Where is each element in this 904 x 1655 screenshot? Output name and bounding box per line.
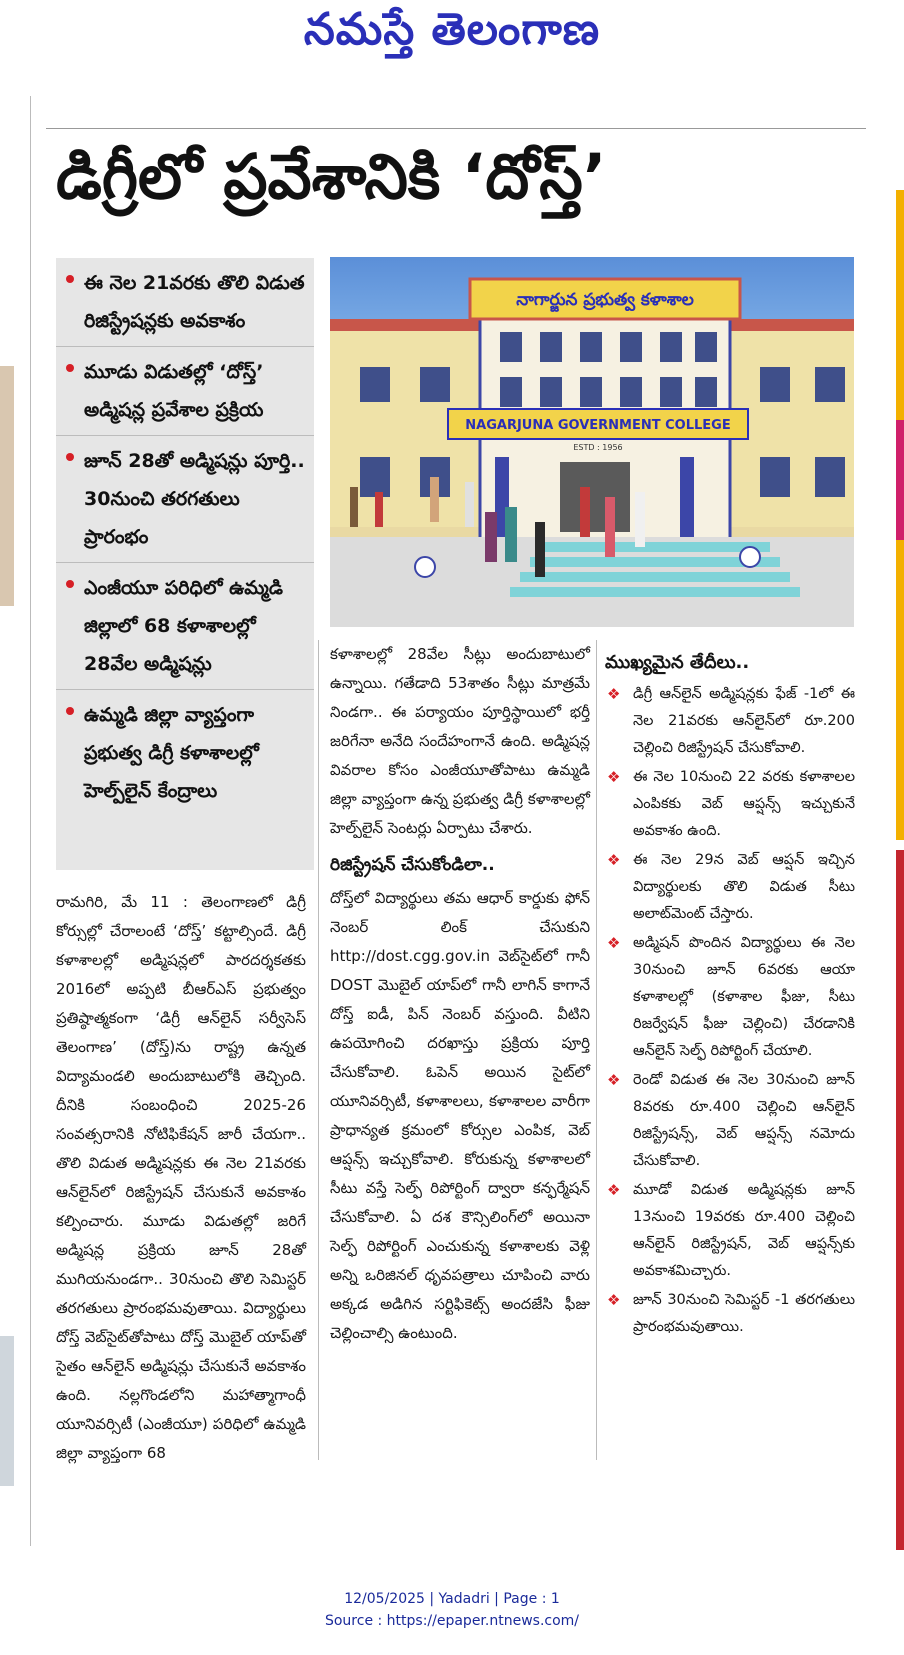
ad-strip-red [896, 850, 904, 1550]
headline: డిగ్రీలో ప్రవేశానికి ‘దోస్త్‌’ [56, 140, 607, 213]
bullet-icon [66, 364, 74, 372]
diamond-bullet-icon: ❖ [607, 1071, 621, 1089]
highlights-box [56, 258, 314, 870]
date-item: ❖ ఈ నెల 29న వెబ్‌ ఆప్షన్‌ ఇచ్చిన విద్యార్థులకు తొలి విడుత సీటు అలాట్‌మెంట్‌ చేస్తారు. [605, 847, 855, 928]
diamond-bullet-icon: ❖ [607, 685, 621, 703]
date-item: ❖ డిగ్రీ ఆన్‌లైన్‌ అడ్మిషన్లకు ఫేజ్‌ -1లో ఈ నెల 21వరకు ఆన్‌లైన్‌లో రూ.200 చెల్లించి రిజిస్ట్రేషన్‌ చేసుకోవాలి. [605, 681, 855, 762]
banner-telugu: నాగార్జున ప్రభుత్వ కళాశాల [516, 290, 694, 310]
banner-estd: ESTD : 1956 [573, 443, 623, 452]
date-item: ❖ అడ్మిషన్‌ పొందిన విద్యార్థులు ఈ నెల 30నుంచి జూన్‌ 6వరకు ఆయా కళాశాలల్లో (కళాశాల ఫీజు, సీటు రిజర్వేషన్‌ ఫీజు చెల్లించి) చేరడానికి ఆన్‌లైన్‌ సెల్ఫ్‌ రిపోర్టింగ్‌ చేయాలి. [605, 930, 855, 1065]
top-rule [46, 128, 866, 129]
article-text: రామగిరి, మే 11 : తెలంగాణలో డిగ్రీ కోర్సుల్లో చేరాలంటే ‘దోస్త్‌’ కట్టాల్సిందే. డిగ్రీ కళాశాలల్లో అడ్మిషన్లలో పారదర్శకతకు 2016లో అప్పటి బీఆర్‌ఎస్‌ ప్రభుత్వం ప్రతిష్ఠాత్మకంగా ‘డిగ్రీ ఆన్‌లైన్‌ సర్వీసెస్‌ తెలంగాణ’ (దోస్త్‌)ను రాష్ట్ర ఉన్నత విద్యామండలి అందుబాటులోకి తెచ్చింది. దీనికి సంబంధించి 2025-26 సంవత్సరానికి నోటిఫికేషన్‌ జారీ చేయగా.. తొలి విడుత అడ్మిషన్లకు ఈ నెల 21వరకు ఆన్‌లైన్‌లో రిజిస్ట్రేషన్‌ చేసుకునే అవకాశం కల్పించారు. మూడు విడుతల్లో జరిగే అడ్మిషన్ల ప్రక్రియ జూన్‌ 28తో ముగియనుండగా.. 30నుంచి తొలి సెమిస్టర్‌ తరగతులు ప్రారంభమవుతాయి. విద్యార్థులు దోస్త్‌ వెబ్‌సైట్‌తోపాటు దోస్త్‌ మొబైల్‌ యాప్‌తో సైతం ఆన్‌లైన్‌ అడ్మిషన్లు చేసుకునే అవకాశం ఉంది. నల్లగొండలోని మహాత్మాగాంధీ యూనివర్సిటీ (ఎంజీయూ) పరిధిలో ఉమ్మడి జిల్లా వ్యాప్తంగా 68 [56, 893, 306, 1462]
highlight-item: ఉమ్మడి జిల్లా వ్యాప్తంగా ప్రభుత్వ డిగ్రీ కళాశాలల్లో హెల్ప్‌లైన్‌ కేంద్రాలు [56, 690, 314, 816]
date-item: ❖ రెండో విడుత ఈ నెల 30నుంచి జూన్‌ 8వరకు రూ.400 చెల్లించి ఆన్‌లైన్‌ రిజిస్ట్రేషన్స్‌, వెబ్‌ ఆప్షన్స్‌ నమోదు చేసుకోవాలి. [605, 1067, 855, 1175]
masthead-logo: నమస్తే తెలంగాణ [303, 4, 601, 55]
footer-date-edition: 12/05/2025 | Yadadri | Page : 1 [344, 1591, 560, 1607]
highlight-item: ఎంజీయూ పరిధిలో ఉమ్మడి జిల్లాలో 68 కళాశాలల్లో 28వేల అడ్మిషన్లు [56, 563, 314, 690]
bullet-icon [66, 580, 74, 588]
date-item: ❖ జూన్‌ 30నుంచి సెమిస్టర్‌ -1 తరగతులు ప్రారంభమవుతాయి. [605, 1287, 855, 1341]
column-divider [596, 640, 597, 1460]
important-dates-list [605, 681, 855, 1341]
date-item: ❖ ఈ నెల 10నుంచి 22 వరకు కళాశాలల ఎంపికకు వెబ్‌ ఆప్షన్స్‌ ఇచ్చుకునే అవకాశం ఉంది. [605, 764, 855, 845]
footer-source-link[interactable]: Source : https://epaper.ntnews.com/ [324, 1613, 580, 1629]
ad-strip-pink [896, 420, 904, 540]
article-text: కళాశాలల్లో 28వేల సీట్లు అందుబాటులో ఉన్నాయి. గతేడాది 53శాతం సీట్లు మాత్రమే నిండగా.. ఈ పర్యాయం పూర్తిస్థాయిలో భర్తీ జరిగేనా అనేది సందేహంగానే ఉంది. అడ్మిషన్ల వివరాల కోసం ఎంజీయూతోపాటు ఉమ్మడి జిల్లా వ్యాప్తంగా ఉన్న ప్రభుత్వ డిగ్రీ కళాశాలల్లో హెల్ప్‌లైన్‌ సెంటర్లు ఏర్పాటు చేశారు. [330, 645, 590, 837]
college-photo [330, 257, 854, 627]
diamond-bullet-icon: ❖ [607, 851, 621, 869]
subheading: రిజిస్ట్రేషన్‌ చేసుకోండిలా.. [330, 855, 495, 875]
diamond-bullet-icon: ❖ [607, 1291, 621, 1309]
important-dates-title: ముఖ్యమైన తేదీలు.. [605, 652, 750, 673]
bullet-icon [66, 453, 74, 461]
column-divider [318, 640, 319, 1460]
diamond-bullet-icon: ❖ [607, 768, 621, 786]
highlight-item: ఈ నెల 21వరకు తొలి విడుత రిజిస్ట్రేషన్లకు అవకాశం [56, 258, 314, 347]
right-adjacent-ad-strip [896, 130, 904, 1530]
article-column-2 [330, 640, 590, 1348]
bullet-icon [66, 707, 74, 715]
highlight-item: మూడు విడుతల్లో ‘దోస్త్‌’ అడ్మిషన్ల ప్రవేశాల ప్రక్రియ [56, 347, 314, 436]
left-adjacent-article-strip [0, 96, 31, 1546]
diamond-bullet-icon: ❖ [607, 934, 621, 952]
college-building-illustration [330, 257, 854, 627]
adjacent-photo-fragment [0, 1336, 14, 1486]
article-column-1 [56, 888, 306, 1468]
important-dates-column [605, 648, 855, 1343]
banner-english: NAGARJUNA GOVERNMENT COLLEGE [465, 418, 731, 433]
adjacent-photo-fragment [0, 366, 14, 606]
page-footer [0, 1588, 904, 1632]
diamond-bullet-icon: ❖ [607, 1181, 621, 1199]
date-item: ❖ మూడో విడుత అడ్మిషన్లకు జూన్‌ 13నుంచి 19వరకు రూ.400 చెల్లించి ఆన్‌లైన్‌ రిజిస్ట్రేషన్‌, వెబ్‌ ఆప్షన్స్‌కు అవకాశమిచ్చారు. [605, 1177, 855, 1285]
highlight-item: జూన్‌ 28తో అడ్మిషన్లు పూర్తి.. 30నుంచి తరగతులు ప్రారంభం [56, 436, 314, 563]
bullet-icon [66, 275, 74, 283]
article-text: దోస్త్‌లో విద్యార్థులు తమ ఆధార్‌ కార్డుకు ఫోన్‌ నెంబర్‌ లింక్‌ చేసుకుని http://dost.cgg.gov.in వెబ్‌సైట్‌లో గానీ DOST మొబైల్‌ యాప్‌లో గానీ లాగిన్‌ కాగానే దోస్త్‌ ఐడీ, పిన్‌ నెంబర్‌ వస్తుంది. వీటిని ఉపయోగించి దరఖాస్తు ప్రక్రియ పూర్తి చేసుకోవాలి. ఓపెన్‌ అయిన సైట్‌లో యూనివర్సిటీ, కళాశాలలు, కళాశాలల వారీగా ప్రాధాన్యత క్రమంలో కోర్సుల ఎంపిక, వెబ్‌ ఆప్షన్స్‌ ఇచ్చుకోవాలి. కోరుకున్న కళాశాలలో సీటు వస్తే సెల్ఫ్‌ రిపోర్టింగ్‌ ద్వారా కన్ఫర్మేషన్‌ చేసుకోవాలి. ఏ దశ కౌన్సిలింగ్‌లో అయినా సెల్ఫ్‌ రిపోర్టింగ్‌ ఎంచుకున్న కళాశాలకు వెళ్లి అన్ని ఒరిజినల్‌ ధృవపత్రాలు చూపించి వారు అక్కడ అడిగిన సర్టిఫికెట్స్‌ అందజేసి ఫీజు చెల్లించాల్సి ఉంటుంది. [330, 889, 590, 1342]
